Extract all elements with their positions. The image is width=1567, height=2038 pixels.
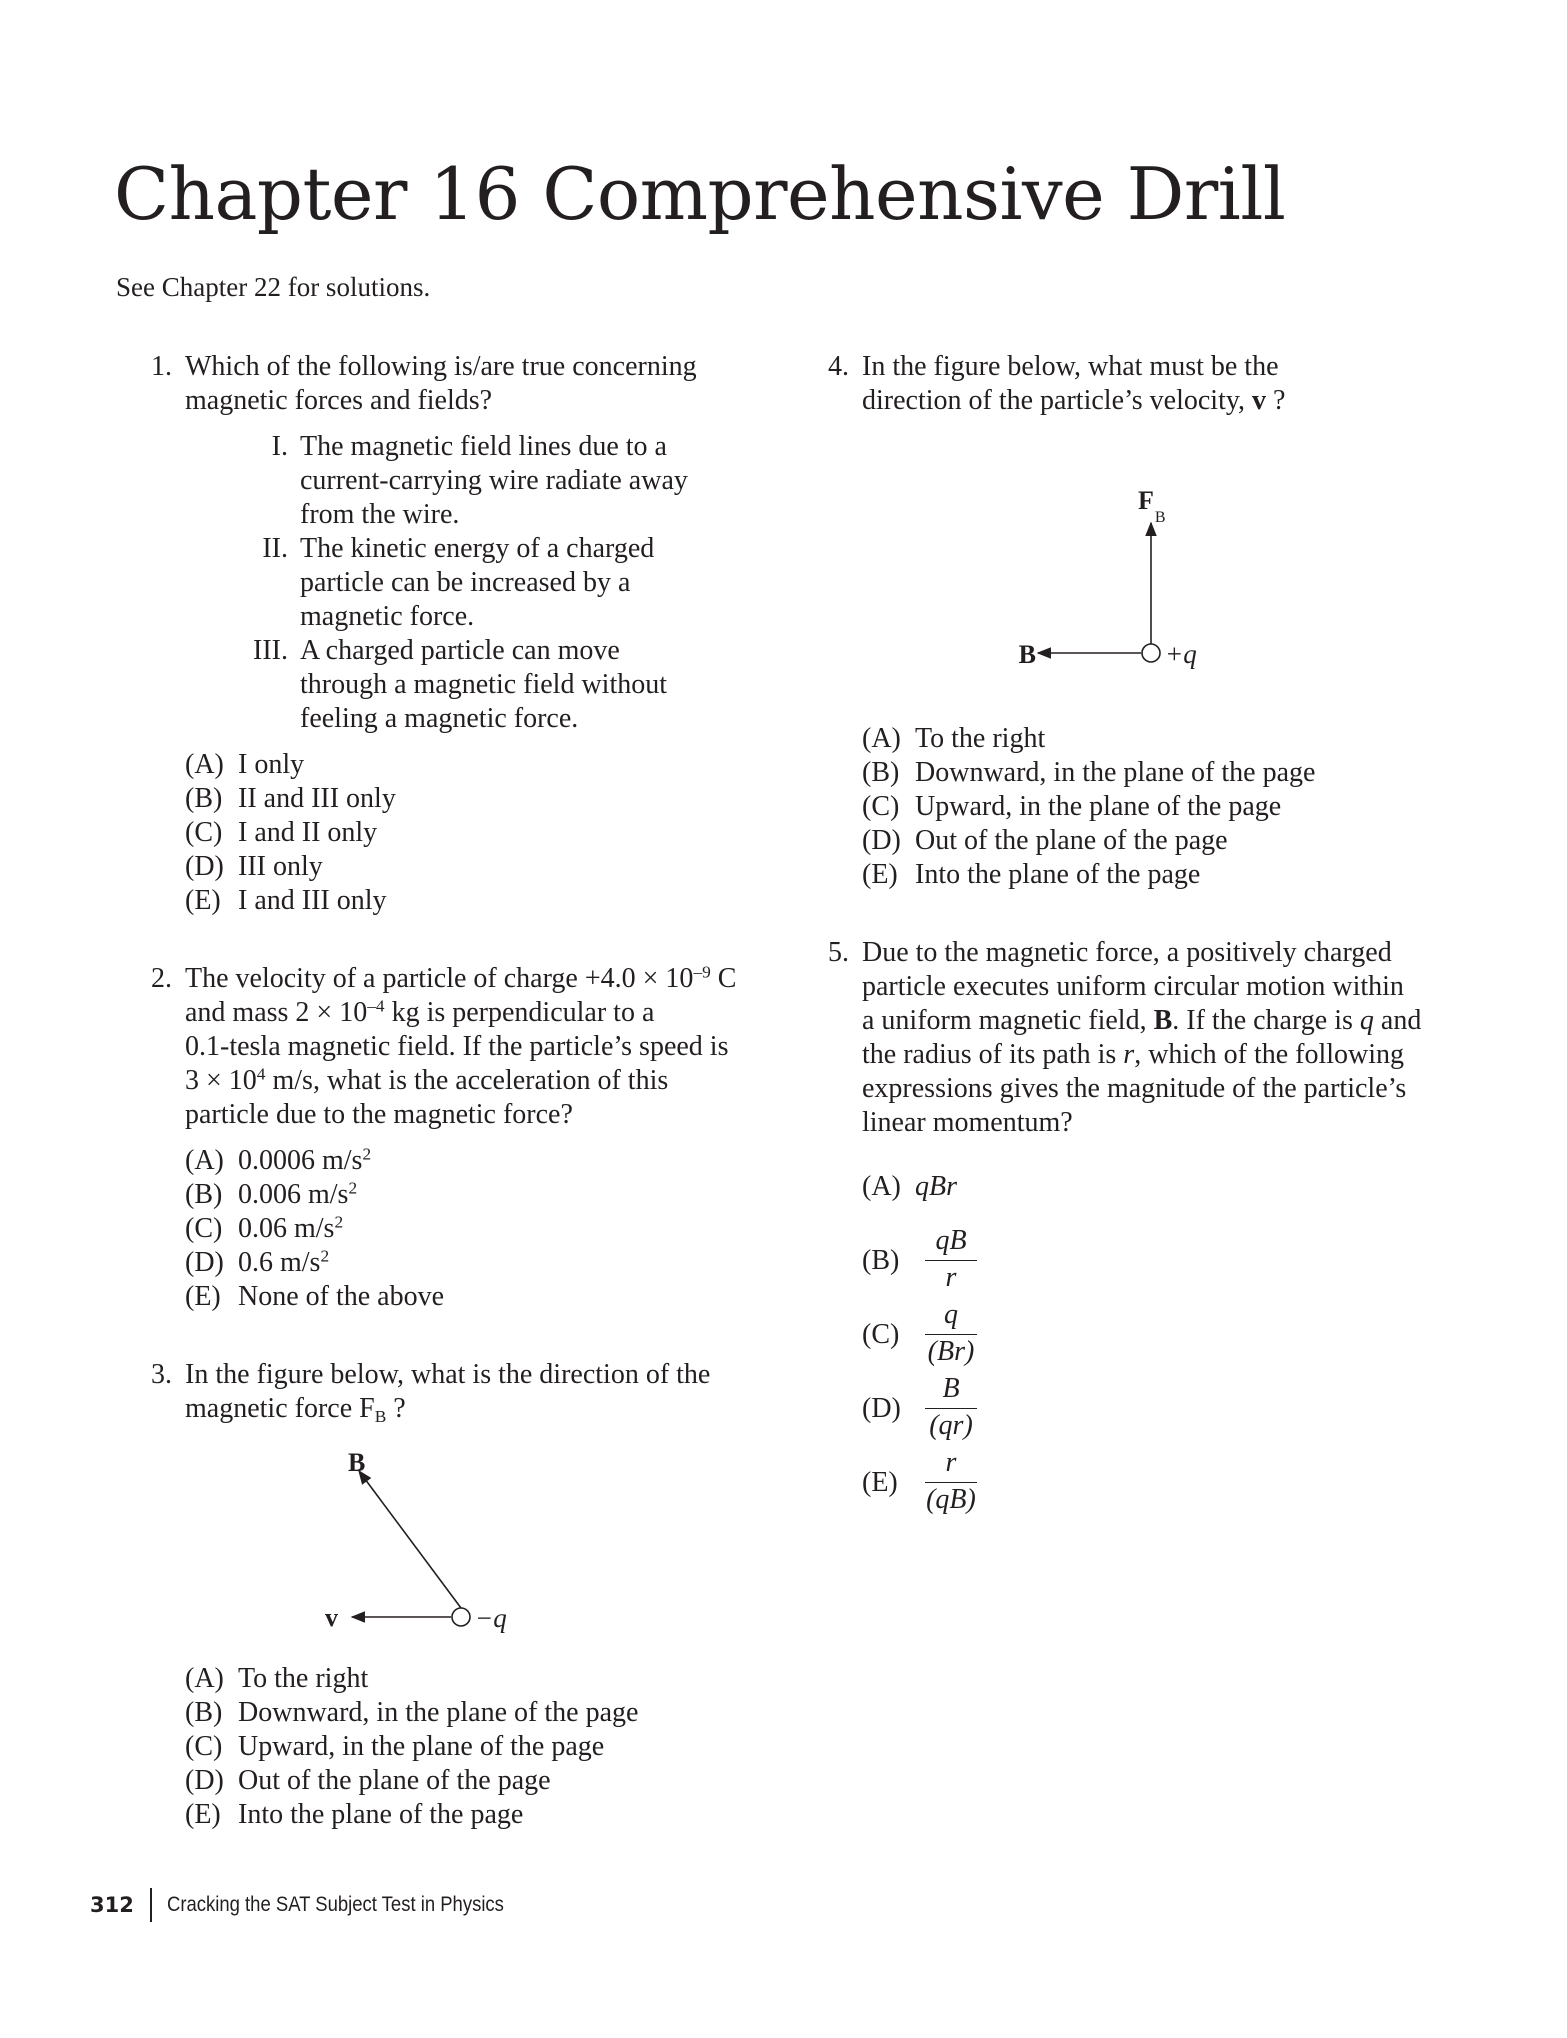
statement-number: I. xyxy=(271,431,288,462)
choice-letter: (C) xyxy=(185,1731,223,1762)
statement-text: The kinetic energy of a charged particle can be increased by a magnetic force. xyxy=(300,533,655,632)
choice-text: III only xyxy=(238,851,323,882)
text-line: In the figure below, what is the direction of the xyxy=(185,1359,711,1390)
choice-a[interactable] xyxy=(862,1170,1453,1204)
question-number: 2. xyxy=(151,963,172,994)
vector-diagram xyxy=(316,1438,716,1658)
choice-letter: (E) xyxy=(185,1281,221,1312)
text-segment: C xyxy=(710,963,737,994)
choice-a[interactable] xyxy=(185,1662,776,1696)
figure-q4 xyxy=(813,418,1453,718)
question-2 xyxy=(136,962,776,1314)
choice-letter: (E) xyxy=(862,1467,898,1498)
velocity-label: v xyxy=(325,1603,338,1632)
choice-text: 0.6 m/s xyxy=(238,1247,321,1278)
page-title: Chapter 16 Comprehensive Drill xyxy=(114,152,1286,236)
question-number: 3. xyxy=(151,1359,172,1390)
choice-text: Downward, in the plane of the page xyxy=(238,1697,639,1728)
statement-ii xyxy=(240,532,700,634)
exponent: 2 xyxy=(362,1144,372,1164)
text-segment: magnetic force F xyxy=(185,1393,375,1424)
text-segment: , which of the following xyxy=(1134,1039,1405,1070)
answer-choices xyxy=(185,1662,776,1832)
choice-letter: (A) xyxy=(862,723,901,754)
question-number: 5. xyxy=(828,937,849,968)
question-4 xyxy=(813,350,1453,892)
exponent: –9 xyxy=(693,962,711,982)
choice-b[interactable] xyxy=(185,782,776,816)
choice-d[interactable] xyxy=(862,824,1453,858)
numerator: r xyxy=(945,1447,957,1478)
choice-letter: (E) xyxy=(862,859,898,890)
question-text: Which of the following is/are true concerning magnetic forces and fields? xyxy=(185,351,697,416)
choice-a[interactable] xyxy=(185,748,776,782)
exponent: –4 xyxy=(367,996,385,1016)
denominator: r xyxy=(945,1262,957,1293)
choice-letter: (A) xyxy=(862,1171,901,1202)
choice-a[interactable] xyxy=(862,722,1453,756)
text-line: linear momentum? xyxy=(862,1107,1073,1138)
field-arrow xyxy=(359,1471,461,1608)
choice-letter: (A) xyxy=(185,1145,224,1176)
question-text xyxy=(185,962,776,1132)
text-segment: ? xyxy=(386,1393,406,1424)
statement-number: III. xyxy=(253,635,288,666)
choice-text: I and III only xyxy=(238,885,387,916)
text-line: particle executes uniform circular motion within xyxy=(862,971,1404,1002)
question-1 xyxy=(136,350,776,918)
question-5 xyxy=(813,936,1453,1520)
radius-symbol: r xyxy=(1123,1039,1135,1070)
choice-text: Downward, in the plane of the page xyxy=(915,757,1316,788)
left-column xyxy=(136,350,776,1832)
choice-letter: (B) xyxy=(862,757,900,788)
choice-c[interactable] xyxy=(185,1730,776,1764)
choice-letter: (C) xyxy=(862,1319,900,1350)
choice-letter: (A) xyxy=(185,749,224,780)
exponent: 4 xyxy=(256,1064,266,1084)
denominator: (qr) xyxy=(929,1410,973,1441)
question-text xyxy=(185,1358,776,1426)
choice-text: None of the above xyxy=(238,1281,445,1312)
choice-letter: (B) xyxy=(185,1697,223,1728)
choice-e[interactable] xyxy=(862,1446,1453,1520)
figure-q3 xyxy=(136,1438,776,1658)
book-title: Cracking the SAT Subject Test in Physics xyxy=(167,1893,504,1916)
choice-letter: (C) xyxy=(185,817,223,848)
field-label: B xyxy=(1018,640,1036,669)
text-segment: The velocity of a particle of charge +4.0 × 10 xyxy=(185,963,694,994)
numerator: q xyxy=(944,1299,958,1330)
choice-b[interactable] xyxy=(185,1178,776,1212)
charge-symbol: q xyxy=(1359,1005,1374,1036)
field-label: B xyxy=(348,1448,366,1477)
charge-label: −q xyxy=(475,1603,507,1633)
fraction xyxy=(920,1224,982,1297)
choice-text: Into the plane of the page xyxy=(238,1799,524,1830)
text-segment: direction of the particle’s velocity, xyxy=(862,385,1253,416)
choice-text: 0.06 m/s xyxy=(238,1213,335,1244)
text-segment: . If the charge is xyxy=(1172,1005,1360,1036)
choice-text: To the right xyxy=(915,723,1046,754)
choice-d[interactable] xyxy=(862,1372,1453,1446)
fraction xyxy=(920,1446,982,1519)
choice-b[interactable] xyxy=(862,1224,1453,1298)
choice-letter: (B) xyxy=(185,1179,223,1210)
choice-b[interactable] xyxy=(185,1696,776,1730)
choice-d[interactable] xyxy=(185,1764,776,1798)
choice-text: 0.006 m/s xyxy=(238,1179,349,1210)
choice-a[interactable] xyxy=(185,1144,776,1178)
text-segment: 3 × 10 xyxy=(185,1065,257,1096)
text-line: 0.1-tesla magnetic field. If the particle’s speed is xyxy=(185,1031,729,1062)
choice-d[interactable] xyxy=(185,850,776,884)
text-line: Due to the magnetic force, a positively charged xyxy=(862,937,1392,968)
choice-e[interactable] xyxy=(185,1798,776,1832)
answer-choices xyxy=(862,1170,1453,1520)
question-3 xyxy=(136,1358,776,1832)
answer-choices xyxy=(185,1144,776,1314)
answer-choices xyxy=(862,722,1453,892)
statement-list xyxy=(240,430,700,736)
vector-diagram xyxy=(993,478,1393,758)
text-segment: ? xyxy=(1266,385,1286,416)
choice-letter: (C) xyxy=(185,1213,223,1244)
charge-particle xyxy=(452,1608,470,1626)
text-segment: and mass 2 × 10 xyxy=(185,997,368,1028)
question-text xyxy=(862,936,1453,1140)
choice-text: Out of the plane of the page xyxy=(915,825,1228,856)
choice-b[interactable] xyxy=(862,756,1453,790)
choice-text: Upward, in the plane of the page xyxy=(915,791,1282,822)
choice-text: 0.0006 m/s xyxy=(238,1145,363,1176)
choice-text: qBr xyxy=(915,1171,957,1202)
choice-text: Out of the plane of the page xyxy=(238,1765,551,1796)
choice-letter: (B) xyxy=(185,783,223,814)
statement-text: The magnetic field lines due to a current-carrying wire radiate away from the wire. xyxy=(300,431,688,530)
text-segment: a uniform magnetic field, xyxy=(862,1005,1154,1036)
right-column xyxy=(813,350,1453,1520)
velocity-symbol: v xyxy=(1252,385,1267,416)
choice-c[interactable] xyxy=(862,1298,1453,1372)
choice-text: I and II only xyxy=(238,817,378,848)
choice-letter: (E) xyxy=(185,885,221,916)
choice-c[interactable] xyxy=(185,816,776,850)
text-line: particle due to the magnetic force? xyxy=(185,1099,573,1130)
question-number: 1. xyxy=(151,351,172,382)
question-text xyxy=(862,350,1453,418)
answer-choices xyxy=(185,748,776,918)
choice-letter: (A) xyxy=(185,1663,224,1694)
choice-c[interactable] xyxy=(862,790,1453,824)
choice-letter: (D) xyxy=(862,1393,901,1424)
choice-letter: (D) xyxy=(185,1247,224,1278)
force-label: $F_B$ xyxy=(1138,486,1166,526)
text-line: expressions gives the magnitude of the particle’s xyxy=(862,1073,1407,1104)
text-segment: and xyxy=(1373,1005,1422,1036)
choice-letter: (D) xyxy=(185,851,224,882)
choice-text: I only xyxy=(238,749,305,780)
exponent: 2 xyxy=(320,1246,330,1266)
statement-text: A charged particle can move through a magnetic field without feeling a magnetic force. xyxy=(300,635,668,734)
field-symbol: B xyxy=(1153,1005,1173,1036)
choice-text: To the right xyxy=(238,1663,369,1694)
choice-letter: (E) xyxy=(185,1799,221,1830)
subscript: B xyxy=(374,1407,387,1427)
fraction xyxy=(920,1372,982,1445)
page-subtitle: See Chapter 22 for solutions. xyxy=(116,272,431,302)
choice-d[interactable] xyxy=(185,1246,776,1280)
page-number: 312 xyxy=(90,1893,134,1917)
choice-text: Into the plane of the page xyxy=(915,859,1201,890)
denominator: (qB) xyxy=(926,1484,976,1515)
choice-text: II and III only xyxy=(238,783,396,814)
fraction xyxy=(920,1298,982,1371)
numerator: qB xyxy=(935,1225,967,1256)
choice-letter: (C) xyxy=(862,791,900,822)
exponent: 2 xyxy=(334,1212,344,1232)
charge-label: +q xyxy=(1165,639,1197,669)
charge-particle xyxy=(1142,644,1160,662)
text-segment: the radius of its path is xyxy=(862,1039,1124,1070)
exponent: 2 xyxy=(348,1178,358,1198)
choice-letter: (D) xyxy=(185,1765,224,1796)
question-number: 4. xyxy=(828,351,849,382)
text-segment: m/s, what is the acceleration of this xyxy=(265,1065,669,1096)
numerator: B xyxy=(942,1373,960,1404)
choice-e[interactable] xyxy=(185,884,776,918)
text-line: In the figure below, what must be the xyxy=(862,351,1279,382)
choice-c[interactable] xyxy=(185,1212,776,1246)
choice-letter: (D) xyxy=(862,825,901,856)
statement-iii xyxy=(240,634,700,736)
text-segment: kg is perpendicular to a xyxy=(384,997,655,1028)
footer-divider xyxy=(150,1888,152,1922)
denominator: (Br) xyxy=(927,1336,975,1367)
choice-letter: (B) xyxy=(862,1245,900,1276)
statement-i xyxy=(240,430,700,532)
choice-e[interactable] xyxy=(185,1280,776,1314)
choice-e[interactable] xyxy=(862,858,1453,892)
choice-text: Upward, in the plane of the page xyxy=(238,1731,605,1762)
statement-number: II. xyxy=(262,533,288,564)
